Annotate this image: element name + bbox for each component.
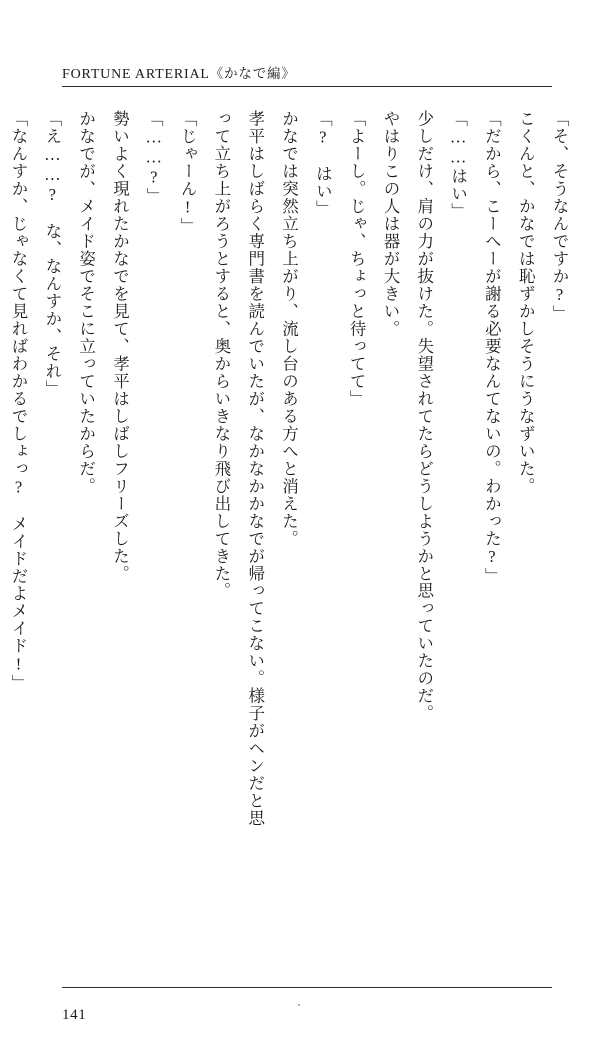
- body-paragraph: 「……はい」: [448, 110, 468, 220]
- body-paragraph: かなでが、メイド姿でそこに立っていたからだ。: [76, 110, 96, 495]
- body-paragraph: 勢いよく現れたかなでを見て、孝平はしばしフリーズした。: [110, 110, 130, 583]
- body-paragraph: 「……?」: [144, 110, 164, 205]
- body-paragraph: こくんと、かなでは恥ずかしそうにうなずいた。: [516, 110, 536, 495]
- running-head-subtitle: 《かなで編》: [209, 66, 296, 81]
- body-paragraph: 「そ、そうなんですか?」: [550, 110, 569, 323]
- header-rule: [62, 86, 552, 87]
- body-paragraph: 「え……? な、なんすか、それ」: [42, 110, 62, 398]
- body-paragraph: って立ち上がろうとすると、奥からいきなり飛び出してきた。: [211, 110, 231, 600]
- body-paragraph: 少しだけ、肩の力が抜けた。失望されてたらどうしようかと思っていたのだ。: [414, 110, 434, 723]
- body-paragraph: 「? はい」: [313, 110, 333, 218]
- page-body: [9, 110, 576, 950]
- body-paragraph: 「じゃーん!」: [178, 110, 198, 235]
- body-paragraph: やはりこの人は器が大きい。: [380, 110, 400, 338]
- running-head-title: FORTUNE ARTERIAL: [62, 67, 210, 82]
- page-number: 141: [62, 1007, 87, 1023]
- footer-rule: [62, 987, 552, 988]
- body-paragraph: 孝平はしばらく専門書を読んでいたが、なかなかかなでが帰ってこない。様子がヘンだと思: [245, 110, 265, 828]
- body-paragraph: 「だから、こーへーが謝る必要なんてないの。わかった?」: [482, 110, 502, 585]
- body-paragraph: 「よーし。じゃ、ちょっと待ってて」: [347, 110, 367, 408]
- body-paragraph: 「なんすか、じゃなくて見ればわかるでしょっ? メイドだよメイド!」: [9, 110, 28, 693]
- body-paragraph: かなでは突然立ち上がり、流し台のある方へと消えた。: [279, 110, 299, 548]
- running-head: [62, 62, 552, 83]
- center-mark: [298, 1004, 300, 1006]
